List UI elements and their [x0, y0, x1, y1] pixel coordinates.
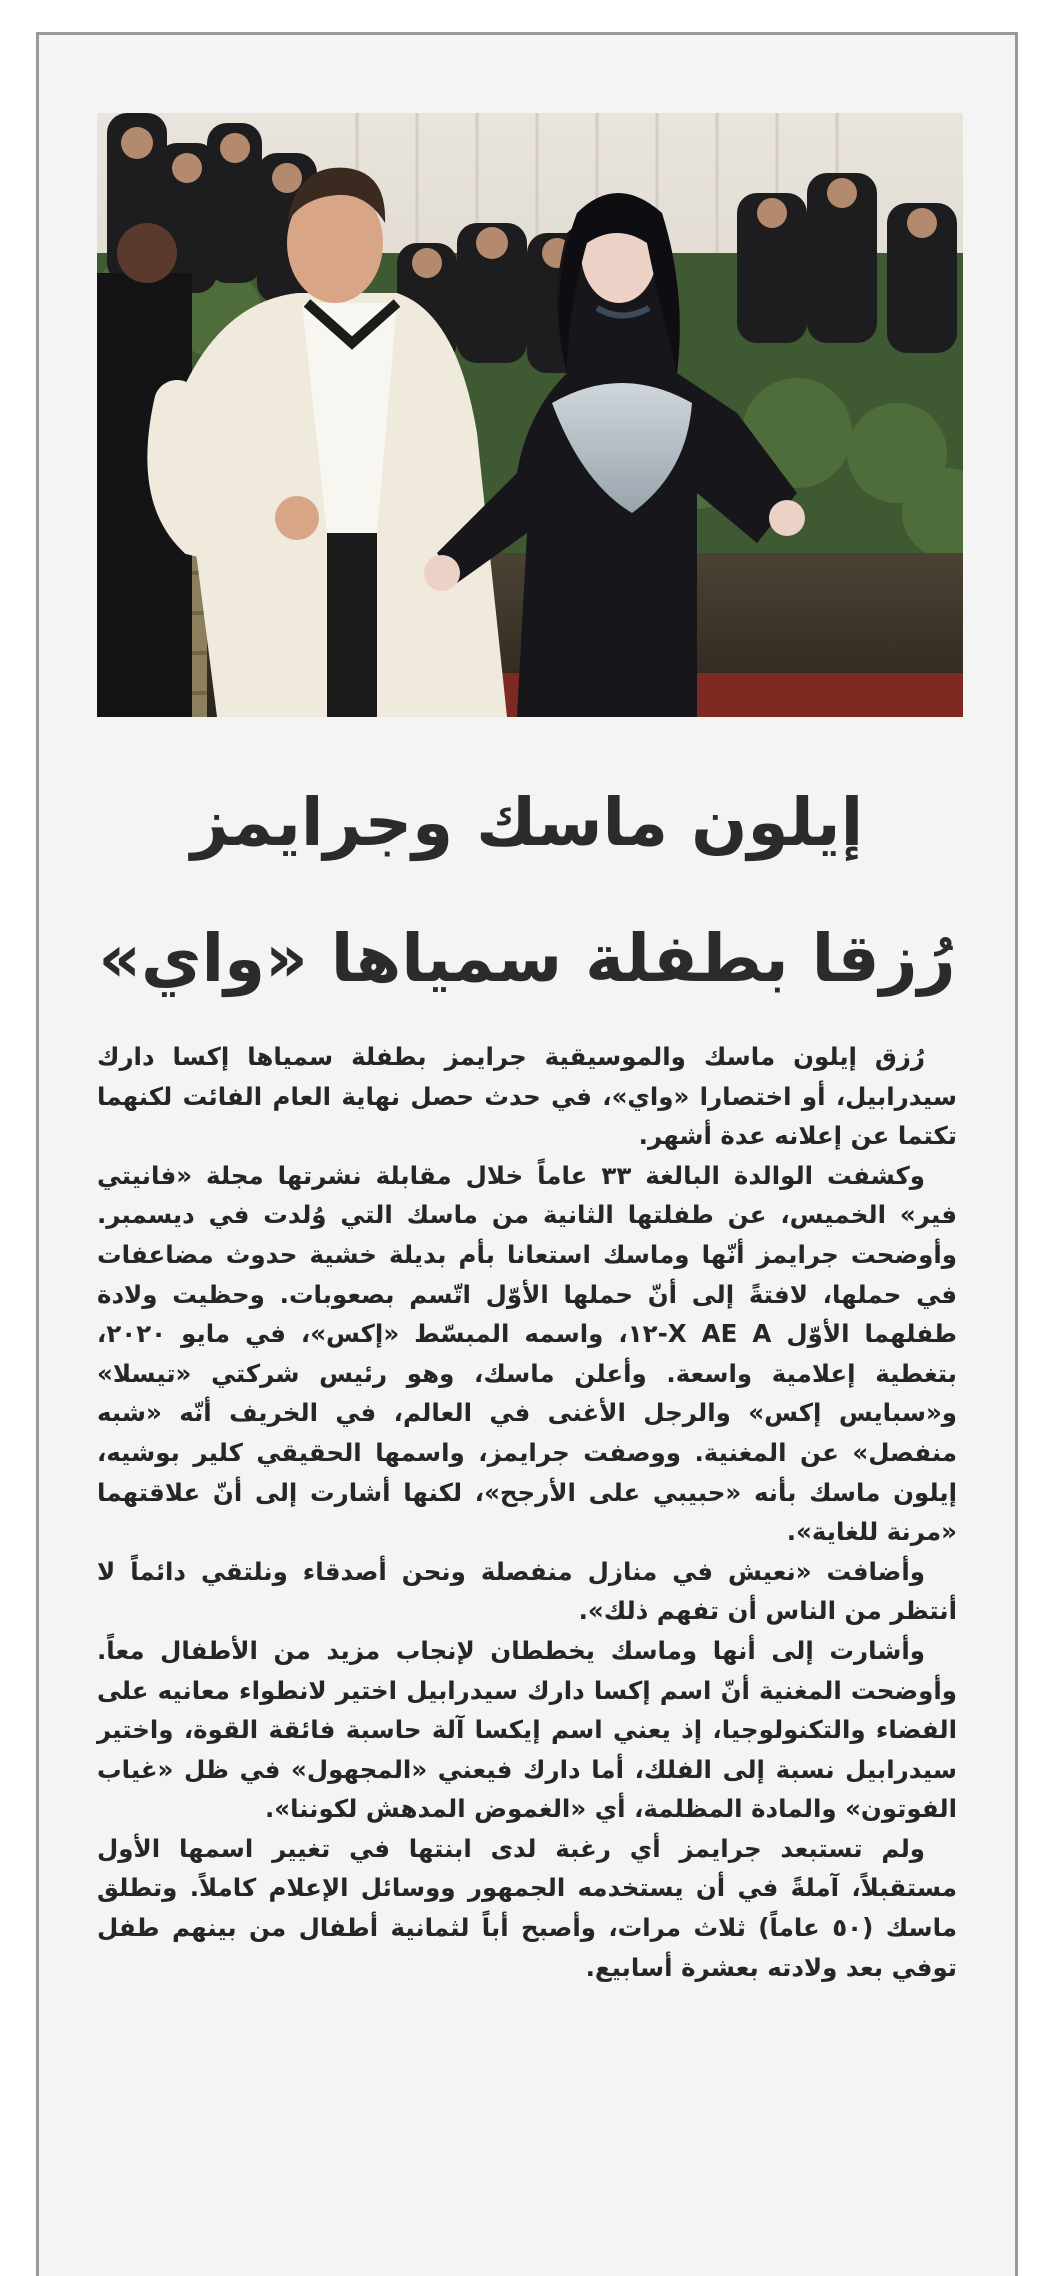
article-body [97, 1037, 957, 1987]
article-paragraph: رُزق إيلون ماسك والموسيقية جرايمز بطفلة سمياها إكسا دارك سيدرابيل، أو اختصارا «واي»، في حدث حصل نهاية العام الفائت لكنهما تكتما عن إعلانه عدة أشهر. [97, 1042, 957, 1151]
article-card [36, 32, 1018, 2276]
headline-line-1: إيلون ماسك وجرايمز [190, 784, 864, 861]
article-paragraph: ولم تستبعد جرايمز أي رغبة لدى ابنتها في تغيير اسمها الأول مستقبلاً، آملةً في أن يستخدمه الجمهور ووسائل الإعلام كاملاً. وتطلق ماسك (٥٠ عاماً) ثلاث مرات، وأصبح أباً لثمانية أطفال من بينهم طفل توفي بعد ولادته بعشرة أسابيع. [97, 1833, 957, 1982]
article-paragraph: وكشفت الوالدة البالغة ٣٣ عاماً خلال مقابلة نشرتها مجلة «فانيتي فير» الخميس، عن طفلتها الثانية من ماسك التي وُلدت في ديسمبر. وأوضحت جرايمز أنّها وماسك استعانا بأم بديلة خشية حدوث مضاعفات في حملها، لافتةً إلى أنّ حملها الأوّل اتّسم بصعوبات. وحظيت ولادة طفلهما الأوّل X AE A-١٢، واسمه المبسّط «إكس»، في مايو ٢٠٢٠، بتغطية إعلامية واسعة. وأعلن ماسك، وهو رئيس شركتي «تيسلا» و«سبايس إكس» والرجل الأغنى في العالم، في الخريف أنّه «شبه منفصل» عن المغنية. ووصفت جرايمز، واسمها الحقيقي كلير بوشيه، إيلون ماسك بأنه «حبيبي على الأرجح»، لكنها أشارت إلى أنّ علاقتهما «مرنة للغاية». [97, 1160, 957, 1547]
headline-line-2: رُزقا بطفلة سمياها «واي» [98, 920, 956, 997]
photo-icon [97, 113, 963, 717]
article-photo [97, 113, 963, 717]
article-paragraph: وأضافت «نعيش في منازل منفصلة ونحن أصدقاء ونلتقي دائماً لا أنتظر من الناس أن تفهم ذلك». [97, 1556, 957, 1626]
headline [79, 755, 975, 1027]
article-paragraph: وأشارت إلى أنها وماسك يخططان لإنجاب مزيد من الأطفال معاً. وأوضحت المغنية أنّ اسم إكسا دارك سيدرابيل اختير لانطواء معانيه على الفضاء والتكنولوجيا، إذ يعني اسم إيكسا آلة حاسبة فائقة القوة، واختير سيدرابيل نسبة إلى الفلك، أما دارك فيعني «المجهول» في ظل «غياب الفوتون» والمادة المظلمة، أي «الغموض المدهش لكوننا». [97, 1635, 957, 1824]
